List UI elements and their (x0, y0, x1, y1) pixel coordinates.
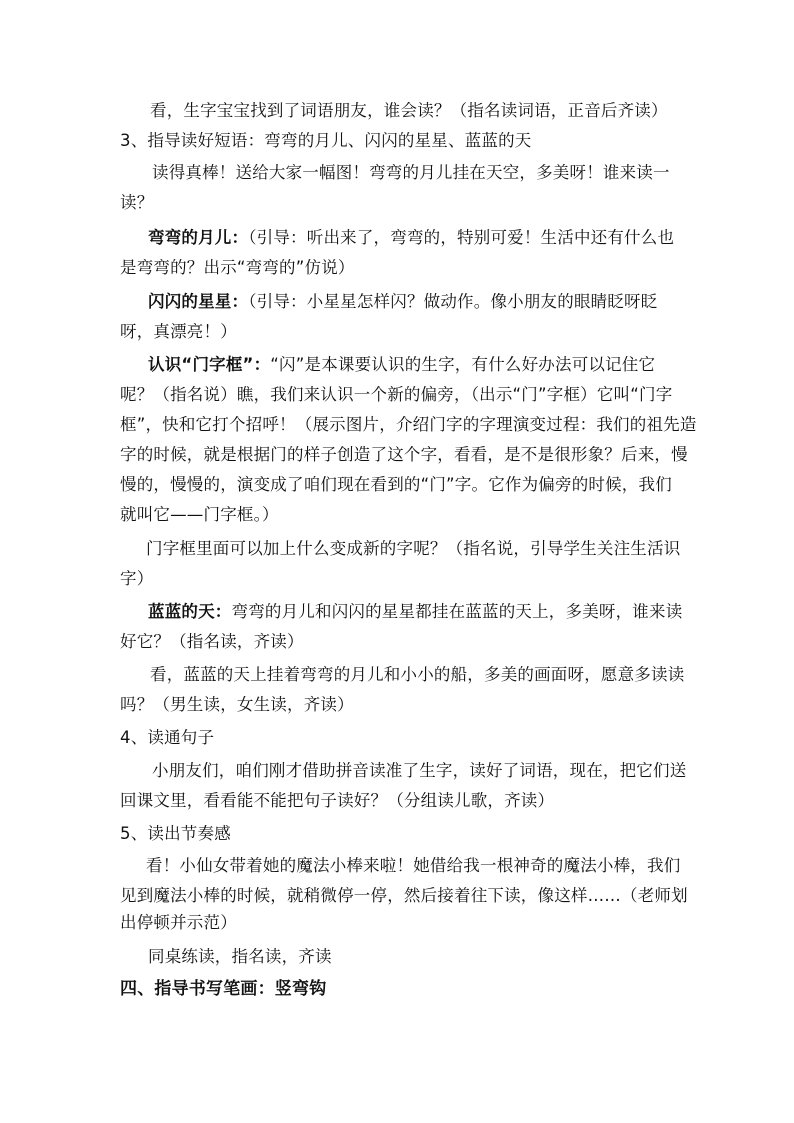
paragraph-line (120, 694, 354, 716)
line-text: 回课文里，看看能不能把句子读好？（分组读儿歌，齐读） (120, 791, 555, 810)
paragraph-line (148, 354, 655, 376)
bold-term: 闪闪的星星： (148, 292, 249, 311)
line-text: （引导：小星星怎样闪？做动作。像小朋友的眼睛眨呀眨 (248, 292, 658, 311)
paragraph-line (146, 855, 680, 877)
paragraph-line (120, 321, 237, 343)
paragraph-line (120, 192, 153, 214)
line-text: 门字框里面可以加上什么变成新的字呢？（指名说，引导学生关注生活识 (146, 539, 681, 558)
paragraph-line (148, 946, 332, 968)
line-text: 读得真棒！送给大家一幅图！弯弯的月儿挂在天空，多美呀！谁来读一 (152, 163, 670, 182)
line-text: 小朋友们，咱们刚才借助拼音读准了生字，读好了词语，现在，把它们送 (152, 761, 687, 780)
line-text: 框”，快和它打个招呼！（展示图片，介绍门字的字理演变过程：我们的祖先造 (120, 415, 697, 434)
line-text: 3、指导读好短语：弯弯的月儿、闪闪的星星、蓝蓝的天 (120, 131, 532, 150)
line-text: 同桌练读，指名读，齐读 (148, 947, 332, 966)
line-text: 看，生字宝宝找到了词语朋友，谁会读？（指名读词语，正音后齐读） (150, 101, 668, 120)
paragraph-line (150, 664, 684, 686)
section-heading-5 (120, 823, 231, 845)
line-text: “闪”是本课要认识的生字，有什么好办法可以记住它 (270, 355, 656, 374)
paragraph-line (152, 760, 686, 782)
line-text: 出停顿并示范） (120, 913, 237, 932)
section-heading-4 (120, 727, 214, 749)
paragraph-line (120, 384, 672, 406)
paragraph-line (120, 474, 672, 496)
bold-term: 蓝蓝的天： (148, 602, 232, 621)
bold-term: 弯弯的月儿： (148, 228, 249, 247)
line-text: 见到魔法小棒的时候，就稍微停一停，然后接着往下读，像这样……（老师划 (120, 886, 688, 905)
paragraph-line (150, 100, 668, 122)
paragraph-line (120, 631, 304, 653)
line-text: 看，蓝蓝的天上挂着弯弯的月儿和小小的船，多美的画面呀，愿意多读读 (150, 665, 685, 684)
paragraph-line (148, 601, 682, 623)
line-text: 看！小仙女带着她的魔法小棒来啦！她借给我一根神奇的魔法小棒，我们 (146, 856, 681, 875)
paragraph-line (120, 504, 279, 526)
paragraph-line (120, 885, 688, 907)
paragraph-line (146, 538, 680, 560)
paragraph-line (148, 291, 657, 313)
paragraph-line (120, 257, 355, 279)
line-text: 就叫它——门字框。） (120, 505, 279, 524)
line-text: 5、读出节奏感 (120, 824, 231, 843)
line-text: 读？ (120, 193, 154, 212)
section-heading-four (120, 978, 326, 1000)
line-text: 吗？（男生读，女生读，齐读） (120, 695, 354, 714)
line-text: 字） (120, 569, 154, 588)
line-text: 是弯弯的？出示“弯弯的”仿说） (120, 258, 355, 277)
paragraph-line (120, 568, 153, 590)
line-text: 字的时候，就是根据门的样子创造了这个字，看看，是不是很形象？后来，慢 (120, 445, 688, 464)
bold-term: 认识“门字框”： (148, 355, 271, 374)
paragraph-line (148, 227, 674, 249)
paragraph-line (120, 790, 554, 812)
line-text: 四、指导书写笔画：竖弯钩 (120, 979, 327, 999)
paragraph-line (120, 414, 697, 436)
line-text: 呀，真漂亮！） (120, 322, 237, 341)
paragraph-line (152, 162, 670, 184)
line-text: （引导：听出来了，弯弯的，特别可爱！生活中还有什么也 (248, 228, 675, 247)
line-text: 弯弯的月儿和闪闪的星星都挂在蓝蓝的天上，多美呀，谁来读 (231, 602, 683, 621)
line-text: 好它？（指名读，齐读） (120, 632, 304, 651)
line-text: 呢？（指名说）瞧，我们来认识一个新的偏旁，（出示“门”字框）它叫“门字 (120, 385, 673, 404)
line-text: 4、读通句子 (120, 728, 215, 747)
paragraph-line (120, 912, 237, 934)
paragraph-line (120, 444, 688, 466)
line-text: 慢的，慢慢的，演变成了咱们现在看到的“门”字。它作为偏旁的时候，我们 (120, 475, 672, 494)
section-heading-3 (120, 130, 532, 152)
